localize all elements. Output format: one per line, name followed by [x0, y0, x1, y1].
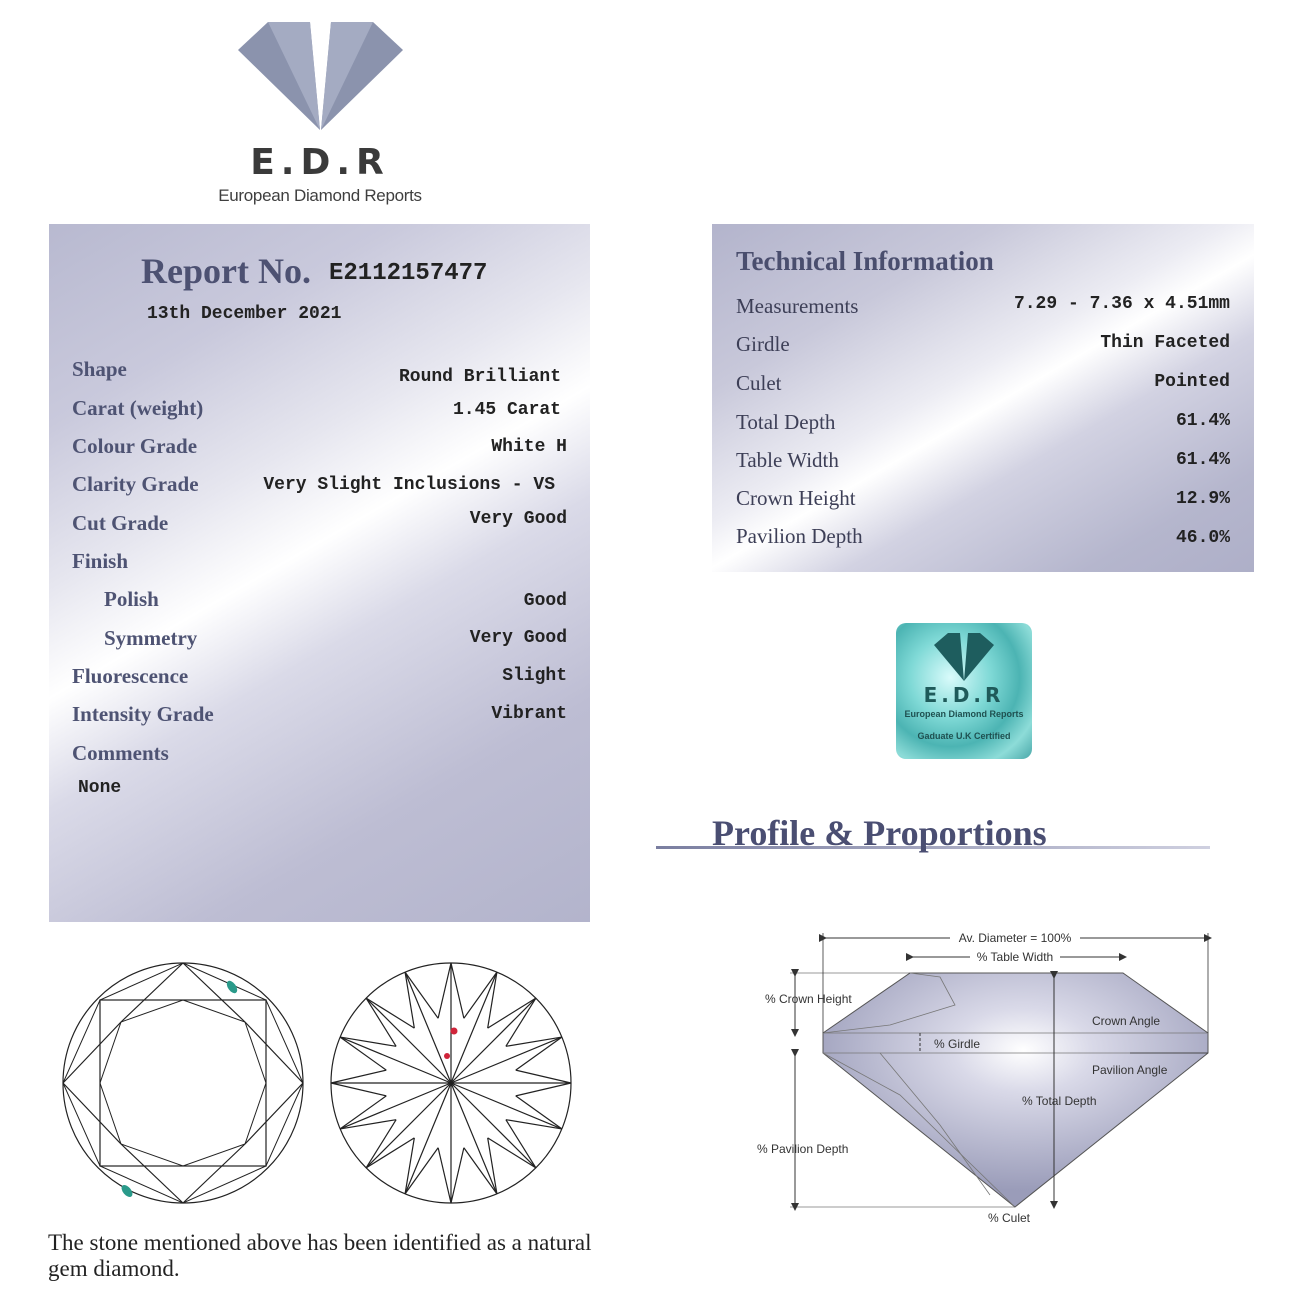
report-panel [49, 224, 590, 922]
polish-label: Polish [104, 587, 159, 611]
cut-label: Cut Grade [72, 511, 169, 535]
tech-label: Table Width [736, 448, 839, 472]
facet-line [405, 972, 414, 1028]
profile-diagram [740, 925, 1220, 1230]
pavilion-depth-label: % Pavilion Depth [757, 1142, 849, 1156]
brand-name: European Diamond Reports [218, 186, 422, 205]
shape-value: Round Brilliant [398, 367, 561, 387]
facet-line [366, 998, 451, 1083]
facet-line [506, 1120, 536, 1168]
technical-panel [712, 224, 1254, 572]
tech-value: 46.0% [1175, 528, 1230, 548]
facet-line [488, 1138, 497, 1194]
tech-value: Thin Faceted [1100, 333, 1230, 353]
report-title: Report No. [141, 251, 311, 291]
facet-line [488, 1138, 536, 1168]
hologram-diamond-icon [934, 633, 994, 683]
facet-line [451, 1148, 464, 1203]
facet-line [366, 998, 396, 1046]
facet-line [366, 998, 414, 1028]
colour-value: White H [491, 437, 567, 457]
polish-value: Good [523, 591, 567, 611]
tech-value: 61.4% [1175, 411, 1230, 431]
profile-title: Profile & Proportions [712, 813, 1047, 853]
facet-line [366, 1138, 414, 1168]
inclusion-mark [451, 1028, 458, 1035]
clarity-plots [55, 958, 595, 1208]
facet-line [366, 1083, 451, 1168]
tech-label: Girdle [736, 332, 790, 356]
facet-line [331, 1070, 386, 1083]
facet-line [516, 1070, 571, 1083]
facet-line [438, 1148, 451, 1203]
identification-statement: The stone mentioned above has been identified as a natural gem diamond. [48, 1230, 592, 1281]
colour-label: Colour Grade [72, 434, 198, 458]
tech-value: 7.29 - 7.36 x 4.51mm [1013, 294, 1230, 314]
carat-label: Carat (weight) [72, 396, 204, 420]
intensity-value: Vibrant [491, 704, 567, 724]
tech-label: Measurements [736, 294, 859, 318]
fluorescence-value: Slight [502, 666, 567, 686]
hologram-line1: European Diamond Reports [904, 709, 1024, 719]
crown-height-label: % Crown Height [765, 992, 852, 1006]
diamond-profile-shape [823, 973, 1208, 1207]
tech-value: 61.4% [1175, 450, 1230, 470]
facet-line [331, 1083, 386, 1096]
comments-label: Comments [72, 741, 169, 765]
hologram-line2: Gaduate U.K Certified [917, 731, 1011, 741]
total-depth-label: % Total Depth [1022, 1094, 1097, 1108]
facet-line [451, 998, 536, 1083]
fluorescence-label: Fluorescence [72, 664, 189, 688]
comments-value: None [78, 778, 122, 798]
carat-value: 1.45 Carat [452, 400, 561, 420]
facet-line [506, 998, 536, 1046]
facet-line [366, 1120, 396, 1168]
report-date: 13th December 2021 [147, 304, 342, 324]
facet-line [451, 963, 464, 1018]
brand-letters: E.D.R [250, 142, 390, 183]
pavilion-angle-label: Pavilion Angle [1092, 1063, 1168, 1077]
facet-line [488, 972, 497, 1028]
culet-label: % Culet [988, 1211, 1031, 1225]
technical-title: Technical Information [736, 246, 994, 276]
girdle-label: % Girdle [934, 1037, 981, 1051]
intensity-label: Intensity Grade [72, 702, 214, 726]
finish-label: Finish [72, 549, 129, 573]
tech-value: 12.9% [1175, 489, 1230, 509]
clarity-label: Clarity Grade [72, 472, 199, 496]
table-width-label: % Table Width [976, 950, 1054, 964]
hologram-letters: E.D.R [923, 683, 1005, 707]
facet-line [451, 1083, 536, 1168]
diameter-label: Av. Diameter = 100% [958, 931, 1072, 945]
hologram-seal [896, 623, 1032, 759]
tech-label: Total Depth [736, 410, 836, 434]
diamond-logo-icon [238, 22, 403, 132]
inclusion-mark [444, 1053, 450, 1059]
crown-plot [63, 963, 303, 1203]
facet-line [340, 1120, 396, 1129]
cut-value: Very Good [469, 509, 567, 529]
tech-label: Crown Height [736, 486, 856, 510]
tech-value: Pointed [1154, 372, 1230, 392]
clarity-value: Very Slight Inclusions - VS [263, 475, 555, 495]
shape-label: Shape [72, 357, 127, 381]
report-number: E2112157477 [329, 260, 488, 287]
facet-line [405, 1138, 414, 1194]
facet-line [506, 1120, 562, 1129]
inclusion-mark [119, 1183, 134, 1199]
pavilion-plot [331, 963, 571, 1203]
symmetry-label: Symmetry [104, 626, 198, 650]
symmetry-value: Very Good [469, 628, 567, 648]
tech-label: Pavilion Depth [736, 524, 863, 548]
tech-label: Culet [736, 371, 782, 395]
facet-line [506, 1037, 562, 1046]
facet-line [340, 1037, 396, 1046]
crown-angle-label: Crown Angle [1092, 1014, 1161, 1028]
facet-line [438, 963, 451, 1018]
facet-line [516, 1083, 571, 1096]
facet-line [488, 998, 536, 1028]
